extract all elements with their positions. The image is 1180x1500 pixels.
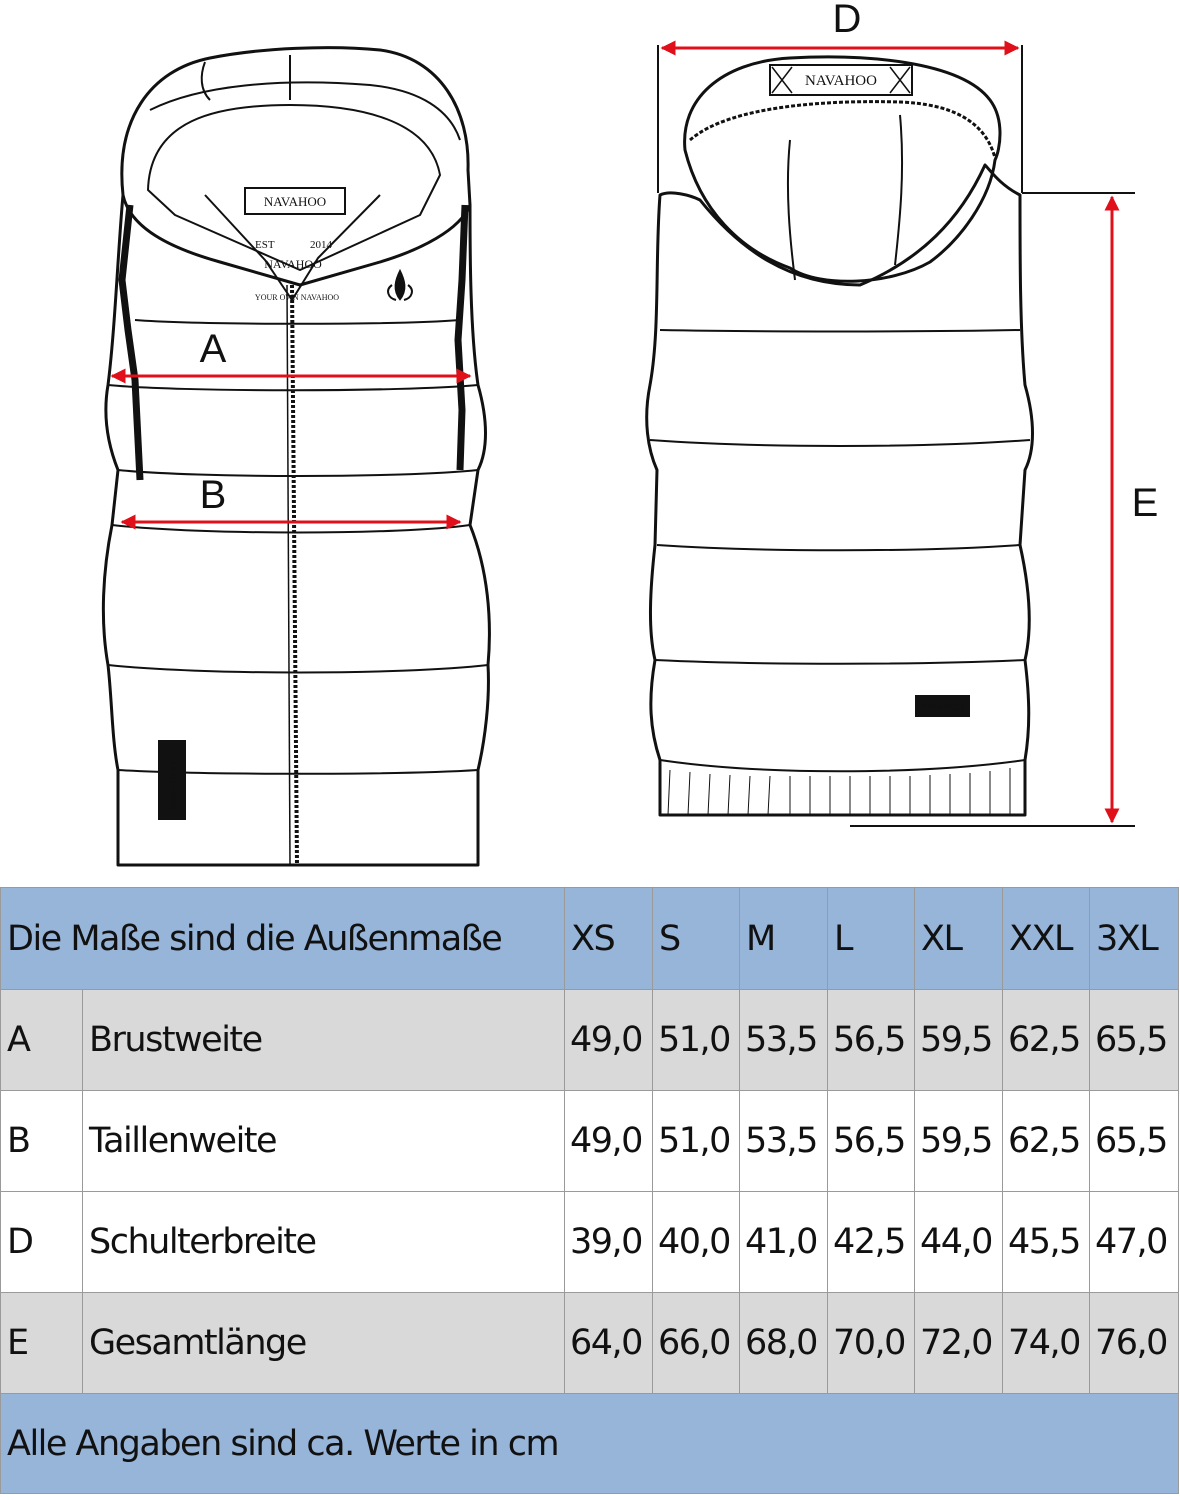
- row-name: Brustweite: [83, 990, 565, 1091]
- footer-row: [1, 1394, 1179, 1494]
- value-cell: 65,5: [1090, 990, 1179, 1091]
- front-chest-logo-icon: [388, 270, 412, 300]
- size-xxl: XXL: [1003, 888, 1090, 990]
- value-cell: 42,5: [828, 1192, 915, 1293]
- value-cell: 76,0: [1090, 1293, 1179, 1394]
- svg-text:NAVAHOO: NAVAHOO: [920, 702, 964, 712]
- svg-text:2014: 2014: [310, 239, 332, 251]
- back-hood-patch: [770, 65, 912, 95]
- svg-text:NAVAHOO: NAVAHOO: [805, 73, 877, 89]
- table-row: [1, 1293, 1179, 1394]
- back-vest-drawing: [647, 57, 1033, 815]
- size-l: L: [828, 888, 915, 990]
- header-label: Die Maße sind die Außenmaße: [1, 888, 565, 990]
- measurement-guides: [658, 45, 1135, 826]
- value-cell: 70,0: [828, 1293, 915, 1394]
- value-cell: 45,5: [1003, 1192, 1090, 1293]
- value-cell: 49,0: [565, 990, 653, 1091]
- svg-text:NAVAHOO: NAVAHOO: [264, 257, 322, 271]
- value-cell: 47,0: [1090, 1192, 1179, 1293]
- value-cell: 51,0: [653, 1091, 740, 1192]
- table-row: [1, 1192, 1179, 1293]
- value-cell: 68,0: [740, 1293, 828, 1394]
- value-cell: 62,5: [1003, 1091, 1090, 1192]
- table-row: [1, 990, 1179, 1091]
- row-code: B: [1, 1091, 83, 1192]
- value-cell: 66,0: [653, 1293, 740, 1394]
- label-b: B: [199, 473, 227, 517]
- row-code: A: [1, 990, 83, 1091]
- value-cell: 59,5: [915, 990, 1003, 1091]
- value-cell: 53,5: [740, 1091, 828, 1192]
- row-name: Gesamtlänge: [83, 1293, 565, 1394]
- label-d: D: [832, 0, 862, 41]
- value-cell: 74,0: [1003, 1293, 1090, 1394]
- front-hem-tag: [158, 740, 186, 820]
- size-header-row: [1, 888, 1179, 990]
- size-xl: XL: [915, 888, 1003, 990]
- svg-text:YOUR OWN NAVAHOO: YOUR OWN NAVAHOO: [254, 293, 340, 302]
- value-cell: 53,5: [740, 990, 828, 1091]
- value-cell: 59,5: [915, 1091, 1003, 1192]
- value-cell: 40,0: [653, 1192, 740, 1293]
- table-row: [1, 1091, 1179, 1192]
- value-cell: 56,5: [828, 1091, 915, 1192]
- row-code: D: [1, 1192, 83, 1293]
- label-a: A: [199, 327, 227, 371]
- value-cell: 56,5: [828, 990, 915, 1091]
- size-s: S: [653, 888, 740, 990]
- row-name: Schulterbreite: [83, 1192, 565, 1293]
- value-cell: 64,0: [565, 1293, 653, 1394]
- label-e: E: [1131, 481, 1159, 525]
- value-cell: 72,0: [915, 1293, 1003, 1394]
- footer-note: Alle Angaben sind ca. Werte in cm: [1, 1394, 1179, 1494]
- value-cell: 62,5: [1003, 990, 1090, 1091]
- size-m: M: [740, 888, 828, 990]
- back-hem-patch: [915, 695, 970, 717]
- size-3xl: 3XL: [1090, 888, 1179, 990]
- size-chart-table: [0, 887, 1179, 1494]
- value-cell: 39,0: [565, 1192, 653, 1293]
- value-cell: 49,0: [565, 1091, 653, 1192]
- row-name: Taillenweite: [83, 1091, 565, 1192]
- value-cell: 41,0: [740, 1192, 828, 1293]
- row-code: E: [1, 1293, 83, 1394]
- svg-text:NAVAHOO: NAVAHOO: [263, 194, 327, 209]
- value-cell: 44,0: [915, 1192, 1003, 1293]
- size-xs: XS: [565, 888, 653, 990]
- svg-text:EST: EST: [255, 239, 275, 251]
- value-cell: 51,0: [653, 990, 740, 1091]
- svg-text:NAVAHOO: NAVAHOO: [169, 762, 180, 810]
- value-cell: 65,5: [1090, 1091, 1179, 1192]
